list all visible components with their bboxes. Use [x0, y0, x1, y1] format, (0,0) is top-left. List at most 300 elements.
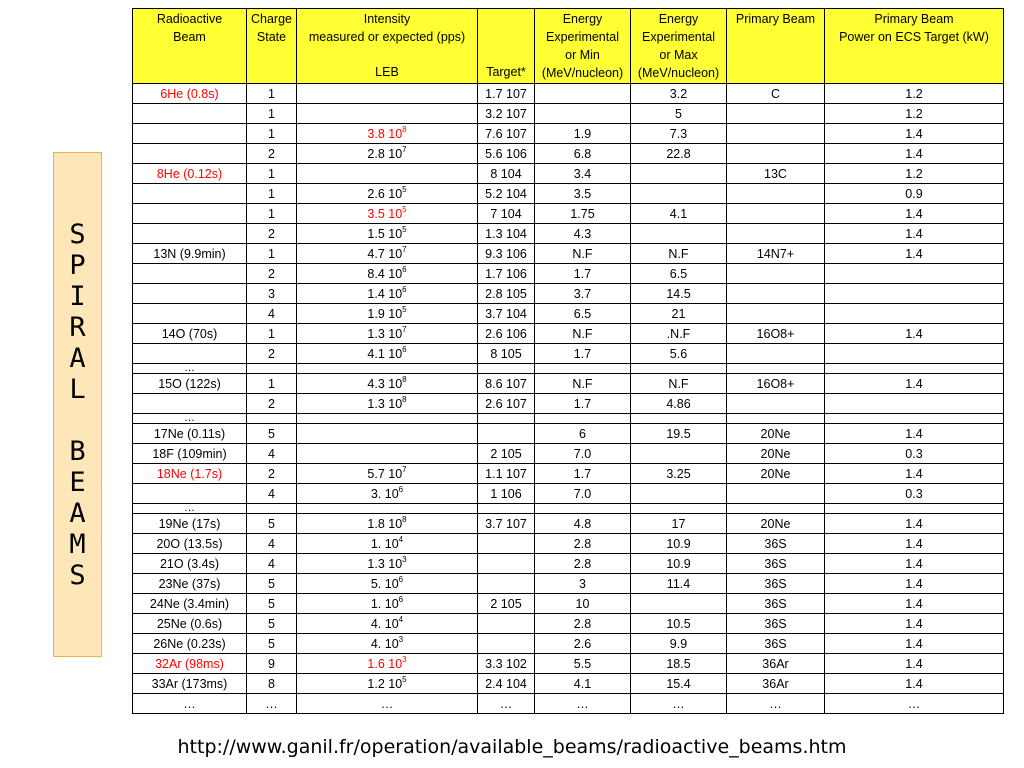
exponent: 5 — [402, 224, 407, 234]
cell-charge: 4 — [247, 484, 297, 504]
radioactive-beams-table — [132, 8, 1004, 714]
cell-intensity: 4.1 $10^6$ — [297, 344, 478, 364]
table-row — [133, 574, 1004, 594]
cell-beam: 6He (0.8s) — [133, 84, 247, 104]
header-primary-beam: Primary Beam — [727, 9, 825, 84]
table-row — [133, 614, 1004, 634]
cell-energy-min: N.F — [535, 324, 631, 344]
table-row — [133, 284, 1004, 304]
table-row — [133, 84, 1004, 104]
cell-target — [478, 534, 535, 554]
cell-beam — [133, 184, 247, 204]
cell-energy-min: 3.4 — [535, 164, 631, 184]
cell-charge: 1 — [247, 374, 297, 394]
cell-charge: 4 — [247, 554, 297, 574]
cell-beam: 19Ne (17s) — [133, 514, 247, 534]
cell-energy-max: 3.25 — [631, 464, 727, 484]
cell-energy-max — [631, 164, 727, 184]
cell-primary-beam: 14N7+ — [727, 244, 825, 264]
cell-charge: 1 — [247, 164, 297, 184]
cell-primary-beam: 20Ne — [727, 444, 825, 464]
cell-energy-min: 2.8 — [535, 614, 631, 634]
cell-target — [478, 554, 535, 574]
cell-charge: 9 — [247, 654, 297, 674]
cell-energy-min: 2.8 — [535, 554, 631, 574]
table-row — [133, 104, 1004, 124]
table-row — [133, 554, 1004, 574]
cell-beam: 25Ne (0.6s) — [133, 614, 247, 634]
cell-primary-beam: 36S — [727, 554, 825, 574]
cell-power — [825, 394, 1004, 414]
cell-primary-beam — [727, 264, 825, 284]
cell-primary-beam — [727, 224, 825, 244]
cell-energy-min: 10 — [535, 594, 631, 614]
cell-power — [825, 344, 1004, 364]
cell-beam — [133, 394, 247, 414]
table-row — [133, 184, 1004, 204]
cell-primary-beam — [727, 144, 825, 164]
side-letter: A — [69, 497, 86, 529]
cell-intensity: 4. $10^3$ — [297, 634, 478, 654]
cell-beam — [133, 264, 247, 284]
side-letter: E — [69, 466, 86, 498]
cell-power: 1.4 — [825, 324, 1004, 344]
cell-target: 2.6 107 — [478, 394, 535, 414]
table-row — [133, 244, 1004, 264]
table-row — [133, 124, 1004, 144]
cell-energy-max: 4.1 — [631, 204, 727, 224]
cell-energy-min: 1.7 — [535, 394, 631, 414]
exponent: 3 — [402, 554, 407, 564]
cell-target — [478, 414, 535, 424]
table-row — [133, 504, 1004, 514]
cell-target — [478, 574, 535, 594]
cell-energy-min — [535, 84, 631, 104]
cell-primary-beam — [727, 184, 825, 204]
cell-target — [478, 634, 535, 654]
cell-power: 1.4 — [825, 574, 1004, 594]
cell-beam — [133, 284, 247, 304]
header-row — [133, 9, 1004, 84]
cell-intensity: 3.5 $10^5$ — [297, 204, 478, 224]
side-letter: S — [69, 559, 86, 591]
cell-charge: 2 — [247, 394, 297, 414]
exponent: 8 — [402, 514, 407, 524]
cell-target — [478, 504, 535, 514]
table-row — [133, 484, 1004, 504]
cell-power: 1.2 — [825, 164, 1004, 184]
cell-target: 2.6 106 — [478, 324, 535, 344]
cell-charge: 5 — [247, 574, 297, 594]
table-row — [133, 694, 1004, 714]
cell-target: 1.1 107 — [478, 464, 535, 484]
cell-beam: … — [133, 694, 247, 714]
cell-power — [825, 264, 1004, 284]
cell-beam: 8He (0.12s) — [133, 164, 247, 184]
cell-primary-beam: 36S — [727, 594, 825, 614]
table-row — [133, 374, 1004, 394]
cell-power: 1.4 — [825, 674, 1004, 694]
exponent: 5 — [402, 304, 407, 314]
table-row — [133, 414, 1004, 424]
cell-primary-beam: 16O8+ — [727, 324, 825, 344]
table-row — [133, 594, 1004, 614]
table-row — [133, 204, 1004, 224]
cell-power — [825, 364, 1004, 374]
side-letter: S — [69, 218, 86, 250]
cell-intensity: 2.8 $10^7$ — [297, 144, 478, 164]
table-row — [133, 304, 1004, 324]
cell-intensity: 2.6 $10^5$ — [297, 184, 478, 204]
cell-beam — [133, 484, 247, 504]
cell-charge: 2 — [247, 344, 297, 364]
cell-primary-beam — [727, 204, 825, 224]
cell-target — [478, 614, 535, 634]
exponent: 7 — [402, 244, 407, 254]
table-row — [133, 444, 1004, 464]
cell-power: 1.4 — [825, 204, 1004, 224]
spiral-beams-label — [53, 152, 102, 657]
exponent: 5 — [402, 204, 407, 214]
cell-charge: 2 — [247, 264, 297, 284]
cell-beam: 18Ne (1.7s) — [133, 464, 247, 484]
cell-charge — [247, 364, 297, 374]
cell-charge: 8 — [247, 674, 297, 694]
cell-energy-min: 3.5 — [535, 184, 631, 204]
cell-power: 1.4 — [825, 374, 1004, 394]
exponent: 7 — [402, 464, 407, 474]
cell-intensity: … — [297, 694, 478, 714]
cell-charge: 4 — [247, 304, 297, 324]
cell-energy-min: 1.9 — [535, 124, 631, 144]
cell-energy-min: 3 — [535, 574, 631, 594]
cell-target: 5.6 106 — [478, 144, 535, 164]
cell-power: 1.4 — [825, 424, 1004, 444]
cell-target: 3.7 107 — [478, 514, 535, 534]
side-letter: R — [69, 311, 86, 343]
cell-power: 1.4 — [825, 124, 1004, 144]
header-target: Target* — [478, 9, 535, 84]
cell-primary-beam — [727, 284, 825, 304]
cell-primary-beam: 36Ar — [727, 654, 825, 674]
cell-primary-beam — [727, 364, 825, 374]
cell-power: 1.4 — [825, 244, 1004, 264]
cell-target: 7.6 107 — [478, 124, 535, 144]
cell-charge: 1 — [247, 204, 297, 224]
header-energy-max: Energy Experimental or Max (MeV/nucleon) — [631, 9, 727, 84]
cell-power — [825, 414, 1004, 424]
cell-intensity — [297, 504, 478, 514]
cell-energy-max: 18.5 — [631, 654, 727, 674]
exponent: 6 — [398, 574, 404, 584]
cell-beam: 23Ne (37s) — [133, 574, 247, 594]
cell-target: … — [478, 694, 535, 714]
cell-beam: … — [133, 504, 247, 514]
cell-target: 9.3 106 — [478, 244, 535, 264]
cell-energy-max: 10.5 — [631, 614, 727, 634]
cell-energy-min — [535, 414, 631, 424]
cell-intensity: 3.8 $10^8$ — [297, 124, 478, 144]
cell-intensity: 5. $10^6$ — [297, 574, 478, 594]
cell-power: 1.2 — [825, 104, 1004, 124]
cell-energy-min: 1.7 — [535, 264, 631, 284]
cell-energy-min: … — [535, 694, 631, 714]
cell-target: 7 104 — [478, 204, 535, 224]
cell-charge: 3 — [247, 284, 297, 304]
exponent: 5 — [402, 674, 407, 684]
cell-intensity: 1.6 $10^3$ — [297, 654, 478, 674]
cell-beam: 18F (109min) — [133, 444, 247, 464]
cell-energy-max: .N.F — [631, 324, 727, 344]
cell-target: 2 105 — [478, 594, 535, 614]
cell-beam — [133, 104, 247, 124]
header-charge-state: Charge State — [247, 9, 297, 84]
cell-primary-beam: 36S — [727, 634, 825, 654]
cell-charge: 4 — [247, 534, 297, 554]
cell-target: 8.6 107 — [478, 374, 535, 394]
cell-charge: 4 — [247, 444, 297, 464]
exponent: 6 — [402, 284, 407, 294]
header-intensity: Intensity measured or expected (pps) LEB — [297, 9, 478, 84]
cell-energy-min: 7.0 — [535, 444, 631, 464]
cell-energy-min: 6.8 — [535, 144, 631, 164]
cell-beam: 20O (13.5s) — [133, 534, 247, 554]
cell-intensity: 1.3 $10^8$ — [297, 394, 478, 414]
cell-intensity: 4. $10^4$ — [297, 614, 478, 634]
cell-primary-beam: 36S — [727, 534, 825, 554]
table-row — [133, 394, 1004, 414]
table-row — [133, 534, 1004, 554]
cell-energy-max: 15.4 — [631, 674, 727, 694]
cell-charge: 1 — [247, 244, 297, 264]
cell-charge: 1 — [247, 84, 297, 104]
cell-power: 0.3 — [825, 484, 1004, 504]
cell-primary-beam: 36S — [727, 614, 825, 634]
cell-charge: 5 — [247, 514, 297, 534]
cell-intensity: 1.8 $10^8$ — [297, 514, 478, 534]
exponent: 6 — [398, 484, 404, 494]
cell-energy-max: N.F — [631, 374, 727, 394]
table-row — [133, 164, 1004, 184]
cell-beam: 21O (3.4s) — [133, 554, 247, 574]
cell-power — [825, 304, 1004, 324]
cell-intensity: 1.2 $10^5$ — [297, 674, 478, 694]
cell-energy-max: 17 — [631, 514, 727, 534]
cell-energy-max: … — [631, 694, 727, 714]
cell-energy-max — [631, 484, 727, 504]
cell-power: 1.4 — [825, 554, 1004, 574]
side-letter: I — [69, 280, 86, 312]
cell-primary-beam: 20Ne — [727, 464, 825, 484]
cell-beam: 33Ar (173ms) — [133, 674, 247, 694]
cell-charge: 5 — [247, 614, 297, 634]
cell-power: 0.3 — [825, 444, 1004, 464]
cell-energy-max — [631, 224, 727, 244]
table-row — [133, 634, 1004, 654]
cell-beam: 13N (9.9min) — [133, 244, 247, 264]
cell-primary-beam: 36S — [727, 574, 825, 594]
table-row — [133, 424, 1004, 444]
header-radioactive-beam: Radioactive Beam — [133, 9, 247, 84]
cell-target: 3.3 102 — [478, 654, 535, 674]
cell-power: 1.4 — [825, 634, 1004, 654]
cell-primary-beam — [727, 484, 825, 504]
cell-intensity: 1. $10^6$ — [297, 594, 478, 614]
cell-primary-beam: 20Ne — [727, 514, 825, 534]
cell-energy-min: 4.3 — [535, 224, 631, 244]
cell-intensity: 1.3 $10^3$ — [297, 554, 478, 574]
side-letter: B — [69, 435, 86, 467]
cell-target: 2.4 104 — [478, 674, 535, 694]
cell-charge — [247, 504, 297, 514]
cell-power: 1.4 — [825, 144, 1004, 164]
cell-charge: 5 — [247, 424, 297, 444]
cell-primary-beam — [727, 304, 825, 324]
cell-intensity: 8.4 $10^6$ — [297, 264, 478, 284]
exponent: 3 — [402, 654, 407, 664]
cell-energy-min — [535, 104, 631, 124]
cell-intensity: 4.3 $10^8$ — [297, 374, 478, 394]
header-leb: LEB — [375, 65, 399, 79]
cell-beam: 32Ar (98ms) — [133, 654, 247, 674]
side-letter: P — [69, 249, 86, 281]
cell-energy-min: 3.7 — [535, 284, 631, 304]
cell-intensity: 1. $10^4$ — [297, 534, 478, 554]
cell-target — [478, 424, 535, 444]
cell-beam: 26Ne (0.23s) — [133, 634, 247, 654]
cell-energy-min: 4.8 — [535, 514, 631, 534]
cell-charge: 2 — [247, 144, 297, 164]
cell-primary-beam: 16O8+ — [727, 374, 825, 394]
cell-power: 1.4 — [825, 594, 1004, 614]
table-row — [133, 674, 1004, 694]
table-row — [133, 464, 1004, 484]
cell-primary-beam — [727, 104, 825, 124]
cell-energy-max: 5.6 — [631, 344, 727, 364]
cell-charge: 1 — [247, 104, 297, 124]
cell-energy-max: 5 — [631, 104, 727, 124]
cell-beam — [133, 224, 247, 244]
cell-energy-min: 1.7 — [535, 464, 631, 484]
cell-intensity — [297, 364, 478, 374]
table-row — [133, 514, 1004, 534]
exponent: 8 — [402, 394, 407, 404]
cell-energy-max: 21 — [631, 304, 727, 324]
cell-beam — [133, 344, 247, 364]
cell-intensity — [297, 414, 478, 424]
cell-energy-max — [631, 364, 727, 374]
cell-energy-max: 19.5 — [631, 424, 727, 444]
cell-power: 0.9 — [825, 184, 1004, 204]
cell-charge: 5 — [247, 634, 297, 654]
cell-charge: … — [247, 694, 297, 714]
cell-primary-beam: 36Ar — [727, 674, 825, 694]
cell-beam: … — [133, 414, 247, 424]
cell-energy-max: 3.2 — [631, 84, 727, 104]
cell-energy-max — [631, 184, 727, 204]
cell-energy-min: N.F — [535, 374, 631, 394]
cell-energy-min: 1.7 — [535, 344, 631, 364]
cell-energy-min: 1.75 — [535, 204, 631, 224]
cell-energy-min: 7.0 — [535, 484, 631, 504]
header-power: Primary Beam Power on ECS Target (kW) — [825, 9, 1004, 84]
cell-energy-max: 9.9 — [631, 634, 727, 654]
exponent: 6 — [398, 594, 404, 604]
cell-target: 8 105 — [478, 344, 535, 364]
cell-primary-beam — [727, 344, 825, 364]
cell-intensity: 5.7 $10^7$ — [297, 464, 478, 484]
cell-beam: … — [133, 364, 247, 374]
cell-charge: 2 — [247, 464, 297, 484]
cell-charge: 1 — [247, 124, 297, 144]
cell-beam: 24Ne (3.4min) — [133, 594, 247, 614]
exponent: 6 — [402, 264, 407, 274]
cell-energy-min — [535, 504, 631, 514]
cell-energy-max — [631, 594, 727, 614]
table-row — [133, 224, 1004, 244]
cell-intensity: 1.5 $10^5$ — [297, 224, 478, 244]
cell-intensity: 4.7 $10^7$ — [297, 244, 478, 264]
cell-beam: 15O (122s) — [133, 374, 247, 394]
cell-intensity — [297, 424, 478, 444]
source-url: http://www.ganil.fr/operation/available_beams/radioactive_beams.htm — [177, 736, 847, 758]
cell-charge: 5 — [247, 594, 297, 614]
cell-energy-min: 5.5 — [535, 654, 631, 674]
cell-power: 1.4 — [825, 534, 1004, 554]
cell-intensity: 3. $10^6$ — [297, 484, 478, 504]
cell-energy-min: 4.1 — [535, 674, 631, 694]
cell-beam — [133, 304, 247, 324]
table-row — [133, 344, 1004, 364]
cell-primary-beam — [727, 414, 825, 424]
exponent: 4 — [398, 534, 404, 544]
cell-power: 1.2 — [825, 84, 1004, 104]
cell-charge — [247, 414, 297, 424]
exponent: 6 — [402, 344, 407, 354]
cell-primary-beam — [727, 124, 825, 144]
cell-energy-min: 2.6 — [535, 634, 631, 654]
cell-power — [825, 284, 1004, 304]
cell-beam: 17Ne (0.11s) — [133, 424, 247, 444]
cell-charge: 2 — [247, 224, 297, 244]
cell-intensity: 1.4 $10^6$ — [297, 284, 478, 304]
cell-power: 1.4 — [825, 654, 1004, 674]
cell-intensity: 1.9 $10^5$ — [297, 304, 478, 324]
cell-charge: 1 — [247, 184, 297, 204]
exponent: 8 — [402, 374, 407, 384]
cell-beam — [133, 144, 247, 164]
table-row — [133, 264, 1004, 284]
cell-target: 1.7 106 — [478, 264, 535, 284]
cell-energy-max — [631, 444, 727, 464]
exponent: 7 — [402, 144, 407, 154]
cell-energy-max: 10.9 — [631, 554, 727, 574]
cell-energy-max — [631, 414, 727, 424]
cell-energy-max: 10.9 — [631, 534, 727, 554]
cell-primary-beam — [727, 394, 825, 414]
table-row — [133, 144, 1004, 164]
cell-intensity — [297, 164, 478, 184]
cell-target — [478, 364, 535, 374]
cell-beam: 14O (70s) — [133, 324, 247, 344]
exponent: 8 — [402, 124, 407, 134]
cell-target: 3.2 107 — [478, 104, 535, 124]
cell-beam — [133, 124, 247, 144]
cell-target: 1.3 104 — [478, 224, 535, 244]
exponent: 3 — [398, 634, 404, 644]
cell-energy-min: 2.8 — [535, 534, 631, 554]
cell-energy-max: 6.5 — [631, 264, 727, 284]
